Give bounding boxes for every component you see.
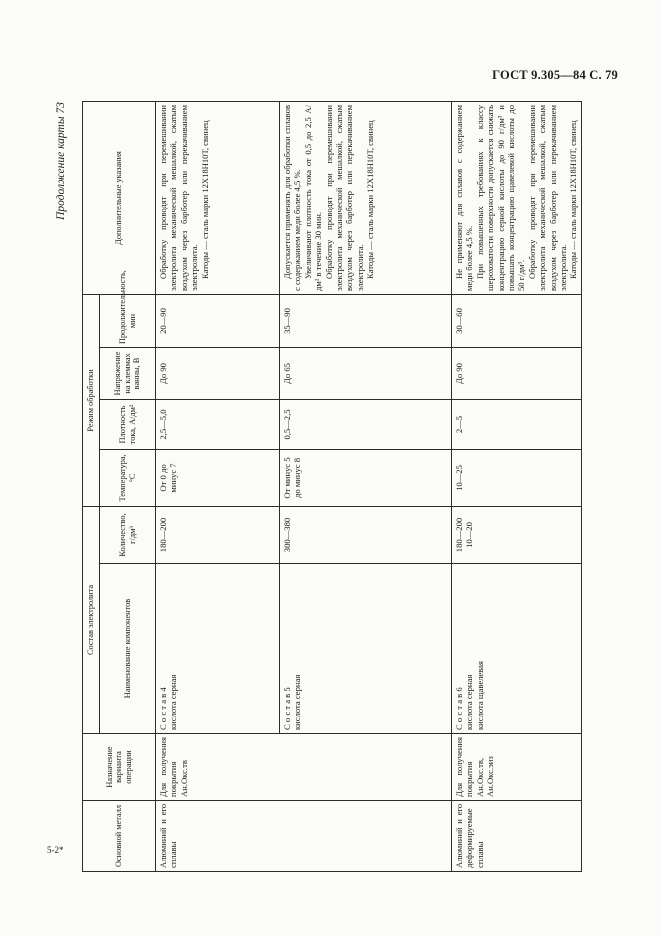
- col-components: Наименование компонентов: [100, 564, 156, 734]
- col-duration: Продолжительность, мин: [100, 294, 156, 347]
- col-electrolyte-group: Состав электролита: [83, 506, 100, 733]
- col-option: Назначение варианта операции: [83, 734, 156, 801]
- table-row: [156, 101, 280, 871]
- cell-voltage: До 90: [452, 347, 582, 399]
- table-row: [280, 101, 452, 871]
- cell-temperature: От 0 до минус 7: [156, 449, 280, 506]
- cell-duration: 35—90: [280, 294, 452, 347]
- cell-current: 2—5: [452, 399, 582, 449]
- col-notes: Дополнительные указания: [83, 101, 156, 294]
- col-base-metal: Основной металл: [83, 801, 156, 872]
- cell-voltage: До 65: [280, 347, 452, 399]
- cell-metal: [280, 801, 452, 872]
- cell-temperature: 10—25: [452, 449, 582, 506]
- cell-current: 0,5—2,5: [280, 399, 452, 449]
- cell-notes: Допускается применять для обработки сплавов с содержанием меди более 4,5 %. Увеличивают плотность тока от 0,5 до 2,5 А/дм² в течение 30 мин. Обработку проводят при перемешивании электролита механической мешалкой, сжатым воздухом через барботер или перекачиванием электролита. Катоды — сталь марки 12Х18Н10Т, свинец: [280, 101, 452, 294]
- col-voltage: Напряжение на клеммах ванны, В: [100, 347, 156, 399]
- cell-option: [280, 734, 452, 801]
- footer-mark: 5-2*: [47, 845, 64, 855]
- cell-current: 2,5—5,0: [156, 399, 280, 449]
- col-temperature: Температура, °С: [100, 449, 156, 506]
- rotated-table-block: [55, 102, 579, 872]
- cell-duration: 20—90: [156, 294, 280, 347]
- cell-quantity: 300—380: [280, 506, 452, 563]
- cell-notes: Не применяют для сплавов с содержанием меди более 4,5 %. При повышенных требованиях к классу шероховатости поверхности допускается снижать концентрацию серной кислоты до 90 г/дм³ и повышать концентрацию щавелевой кислоты до 50 г/дм³. Обработку проводят при перемешивании электролита механической мешалкой, сжатым воздухом через барботер или перекачиванием электролита. Катоды — сталь марки 12Х18Н10Т, свинец: [452, 101, 582, 294]
- page-header: ГОСТ 9.305—84 С. 79: [492, 68, 618, 82]
- cell-option: Для получения покрытия Ан.Окс.тв, Ан.Окс.эиз: [452, 734, 582, 801]
- cell-option: Для получения покрытия Ан.Окс.тв: [156, 734, 280, 801]
- cell-voltage: До 90: [156, 347, 280, 399]
- cell-metal: Алюминий и его сплавы: [156, 801, 280, 872]
- col-mode-group: Режим обработки: [83, 294, 100, 506]
- cell-components: С о с т а в 6 кислота серная кислота щавелевая: [452, 564, 582, 734]
- cell-duration: 30—60: [452, 294, 582, 347]
- table-row: [452, 101, 582, 871]
- col-current-density: Плотность тока, А/дм²: [100, 399, 156, 449]
- continuation-title: Продолжение карты 73: [55, 102, 67, 220]
- cell-components: С о с т а в 4 кислота серная: [156, 564, 280, 734]
- cell-quantity: 180—200: [156, 506, 280, 563]
- cell-temperature: От минус 5 до минус 8: [280, 449, 452, 506]
- col-quantity: Количество, г/дм³: [100, 506, 156, 563]
- cell-metal: Алюминий и его деформируемые сплавы: [452, 801, 582, 872]
- cell-notes: Обработку проводят при перемешивании электролита механической мешалкой, сжатым воздухом через барботер или перекачиванием электролита. Катоды — сталь марки 12Х18Н10Т, свинец: [156, 101, 280, 294]
- process-table: [82, 101, 582, 872]
- cell-quantity: 180—200 10—20: [452, 506, 582, 563]
- cell-components: С о с т а в 5 кислота серная: [280, 564, 452, 734]
